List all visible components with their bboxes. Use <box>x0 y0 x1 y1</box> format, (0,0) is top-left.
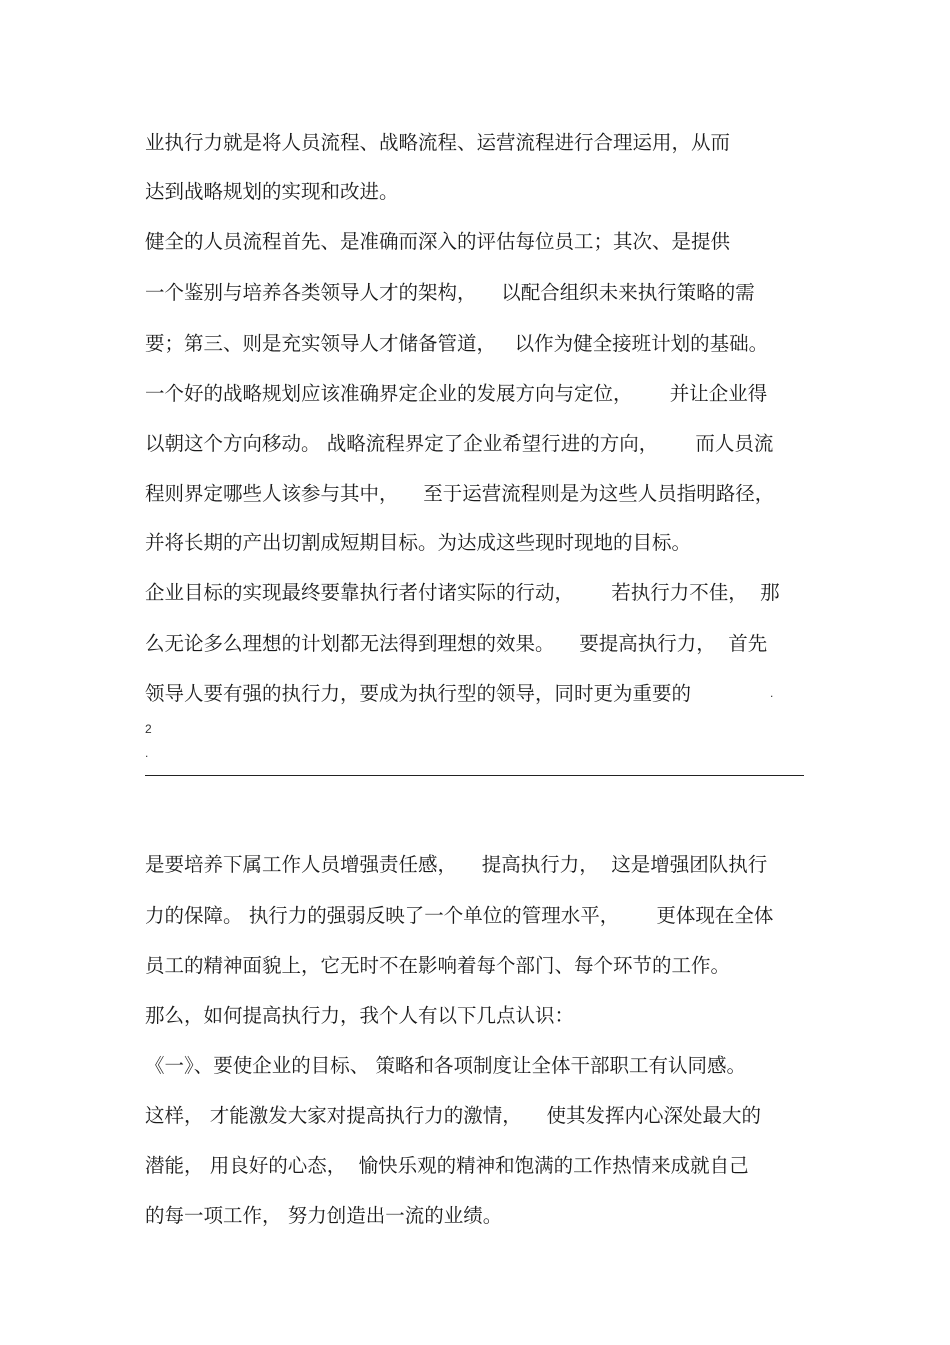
paragraph-line: 么无论多么理想的计划都无法得到理想的效果。 要提高执行力， 首先 <box>145 632 768 655</box>
paragraph-line: 并将长期的产出切割成短期目标。为达成这些现时现地的目标。 <box>145 531 692 554</box>
paragraph-line: 潜能， 用良好的心态， 愉快乐观的精神和饱满的工作热情来成就自己 <box>145 1154 749 1177</box>
paragraph-line: 员工的精神面貌上，它无时不在影响着每个部门、每个环节的工作。 <box>145 954 731 977</box>
paragraph-line: 力的保障。 执行力的强弱反映了一个单位的管理水平， 更体现在全体 <box>145 904 774 927</box>
paragraph-line: 那么，如何提高执行力，我个人有以下几点认识： <box>145 1004 575 1027</box>
paragraph-line: 是要培养下属工作人员增强责任感， 提高执行力， 这是增强团队执行 <box>145 853 768 876</box>
paragraph-line: 要；第三、则是充实领导人才储备管道， 以作为健全接班计划的基础。 <box>145 332 769 355</box>
paragraph-line: 健全的人员流程首先、是准确而深入的评估每位员工；其次、是提供 <box>145 230 731 253</box>
paragraph-line: 领导人要有强的执行力，要成为执行型的领导，同时更为重要的 <box>145 682 692 705</box>
paragraph-line: 以朝这个方向移动。 战略流程界定了企业希望行进的方向， 而人员流 <box>145 432 774 455</box>
trailing-dot: . <box>770 686 774 700</box>
paragraph-line: 一个鉴别与培养各类领导人才的架构， 以配合组织未来执行策略的需 <box>145 281 755 304</box>
footer-dot: . <box>145 746 149 760</box>
paragraph-line: 《一》、要使企业的目标、 策略和各项制度让全体干部职工有认同感。 <box>145 1054 746 1077</box>
page-number: 2 <box>145 722 152 736</box>
paragraph-line: 业执行力就是将人员流程、战略流程、运营流程进行合理运用，从而 <box>145 131 731 154</box>
paragraph-line: 达到战略规划的实现和改进。 <box>145 180 399 203</box>
paragraph-line: 这样， 才能激发大家对提高执行力的激情， 使其发挥内心深处最大的 <box>145 1104 761 1127</box>
page-separator-rule <box>145 775 804 776</box>
paragraph-line: 程则界定哪些人该参与其中， 至于运营流程则是为这些人员指明路径， <box>145 482 775 505</box>
paragraph-line: 的每一项工作， 努力创造出一流的业绩。 <box>145 1204 503 1227</box>
paragraph-line: 企业目标的实现最终要靠执行者付诸实际的行动， 若执行力不佳， 那 <box>145 581 780 604</box>
paragraph-line: 一个好的战略规划应该准确界定企业的发展方向与定位， 并让企业得 <box>145 382 768 405</box>
